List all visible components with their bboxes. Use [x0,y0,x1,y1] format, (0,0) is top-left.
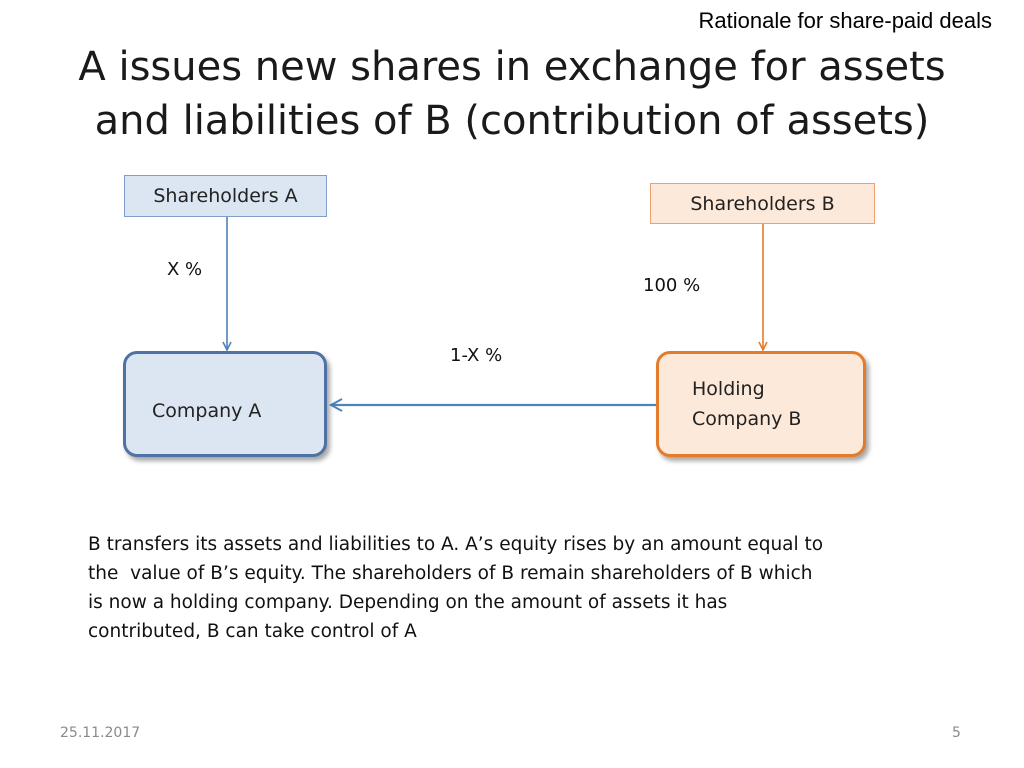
company-a-label: Company A [152,400,262,422]
shareholders-a-box [124,175,327,217]
shareholders-a-label: Shareholders A [153,185,298,207]
footer-date: 25.11.2017 [60,725,141,741]
footer-page-number: 5 [952,725,961,741]
description-text [88,530,918,646]
description-line-4: contributed, B can take control of A [88,621,417,642]
shareholders-b-label: Shareholders B [690,192,835,215]
description-line-1: B transfers its assets and liabilities to A. A’s equity rises by an amount equal to [88,534,824,555]
header-tag: Rationale for share-paid deals [698,8,992,33]
edge-label-100-percent: 100 % [643,275,701,296]
title-line-1: A issues new shares in exchange for assets [78,44,946,90]
edge-label-1-minus-x-percent: 1-X % [450,345,503,366]
description-line-2: the value of B’s equity. The shareholders of B remain shareholders of B which [88,563,813,584]
description-line-3: is now a holding company. Depending on the amount of assets it has [88,592,728,613]
holding-company-b-label-line-1: Holding [692,378,765,400]
holding-company-b-label-line-2: Company B [692,408,802,430]
edge-label-x-percent: X % [167,259,203,280]
shareholders-b-box [650,183,875,224]
holding-company-b-box [656,351,866,457]
title-line-2: and liabilities of B (contribution of assets) [94,98,930,144]
company-a-box [123,351,327,457]
